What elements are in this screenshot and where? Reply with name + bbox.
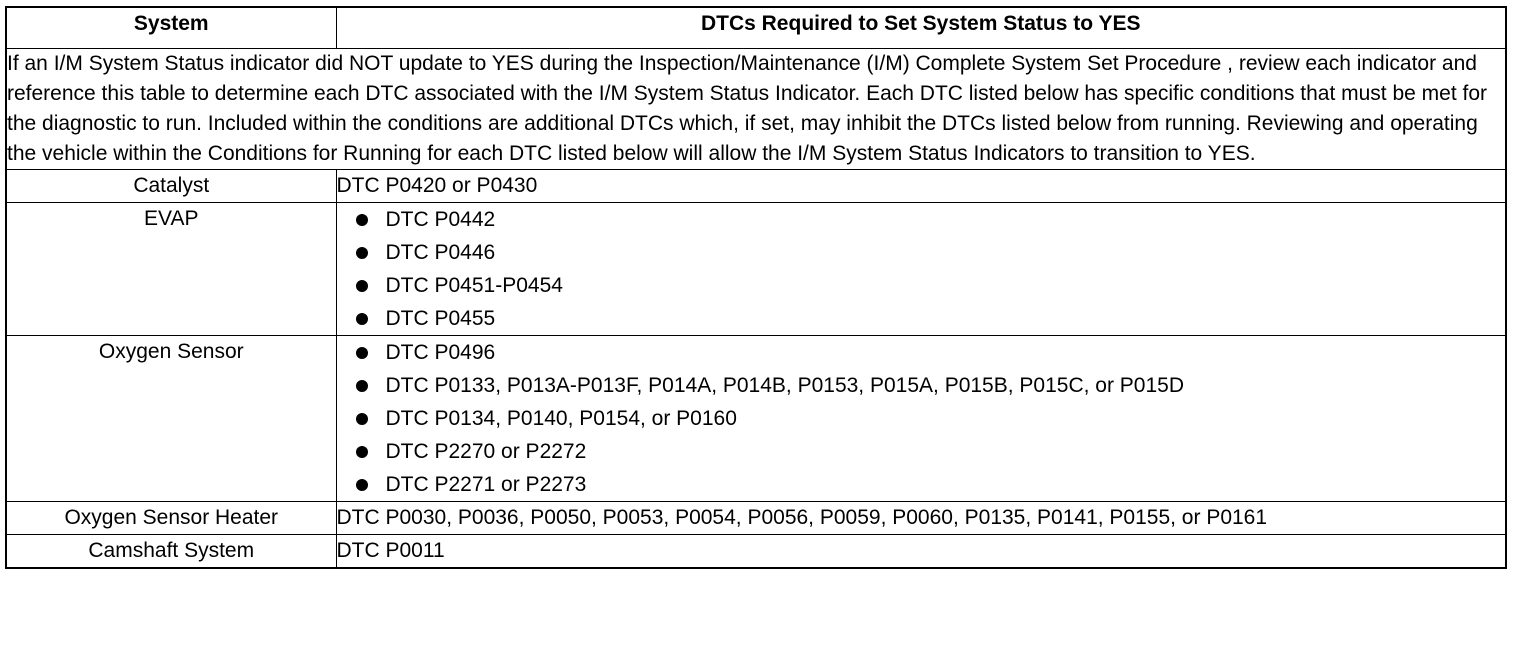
list-item [337, 402, 1506, 435]
dtc-status-table [5, 6, 1507, 569]
dtc-cell: DTC P0011 [336, 535, 1506, 569]
table-row [6, 336, 1506, 502]
dtc-cell [336, 203, 1506, 336]
system-cell: EVAP [6, 203, 336, 336]
dtc-text: DTC P0496 [385, 341, 496, 364]
list-item [337, 203, 1506, 236]
bullet-icon [356, 413, 368, 425]
table-row [6, 170, 1506, 203]
intro-row [6, 49, 1506, 170]
header-row [6, 7, 1506, 49]
list-item [337, 435, 1506, 468]
dtc-text: DTC P0446 [385, 241, 496, 264]
list-item [337, 236, 1506, 269]
dtc-text: DTC P0442 [385, 208, 496, 231]
dtc-cell: DTC P0030, P0036, P0050, P0053, P0054, P0056, P0059, P0060, P0135, P0141, P0155, or P0161 [336, 502, 1506, 535]
bullet-icon [356, 380, 368, 392]
bullet-icon [356, 446, 368, 458]
dtc-cell [336, 336, 1506, 502]
dtc-text: DTC P2271 or P2273 [385, 473, 587, 496]
list-item [337, 336, 1506, 369]
system-cell: Catalyst [6, 170, 336, 203]
bullet-icon [356, 313, 368, 325]
dtc-cell: DTC P0420 or P0430 [336, 170, 1506, 203]
bullet-icon [356, 214, 368, 226]
list-item [337, 369, 1506, 402]
bullet-icon [356, 247, 368, 259]
intro-text: If an I/M System Status indicator did NOT update to YES during the Inspection/Maintenance (I/M) Complete System Set Procedure , review each indicator and reference this table to determine each DTC associated with the I/M System Status Indicator. Each DTC listed below has specific conditions that must be met for the diagnostic to run. Included within the conditions are additional DTCs which, if set, may inhibit the DTCs listed below from running. Reviewing and operating the vehicle within the Conditions for Running for each DTC listed below will allow the I/M System Status Indicators to transition to YES. [6, 49, 1506, 170]
list-item [337, 468, 1506, 501]
header-dtcs: DTCs Required to Set System Status to YES [336, 7, 1506, 49]
dtc-text: DTC P0451-P0454 [385, 274, 563, 297]
header-system: System [6, 7, 336, 49]
table-row [6, 502, 1506, 535]
bullet-icon [356, 347, 368, 359]
list-item [337, 269, 1506, 302]
bullet-icon [356, 280, 368, 292]
table-row [6, 535, 1506, 569]
list-item [337, 302, 1506, 335]
dtc-text: DTC P2270 or P2272 [385, 440, 587, 463]
dtc-text: DTC P0455 [385, 307, 496, 330]
table-row [6, 203, 1506, 336]
system-cell: Camshaft System [6, 535, 336, 569]
dtc-text: DTC P0133, P013A-P013F, P014A, P014B, P0153, P015A, P015B, P015C, or P015D [385, 374, 1185, 397]
dtc-text: DTC P0134, P0140, P0154, or P0160 [385, 407, 737, 430]
system-cell: Oxygen Sensor Heater [6, 502, 336, 535]
dtc-list [337, 203, 1506, 335]
dtc-list [337, 336, 1506, 501]
bullet-icon [356, 479, 368, 491]
system-cell: Oxygen Sensor [6, 336, 336, 502]
